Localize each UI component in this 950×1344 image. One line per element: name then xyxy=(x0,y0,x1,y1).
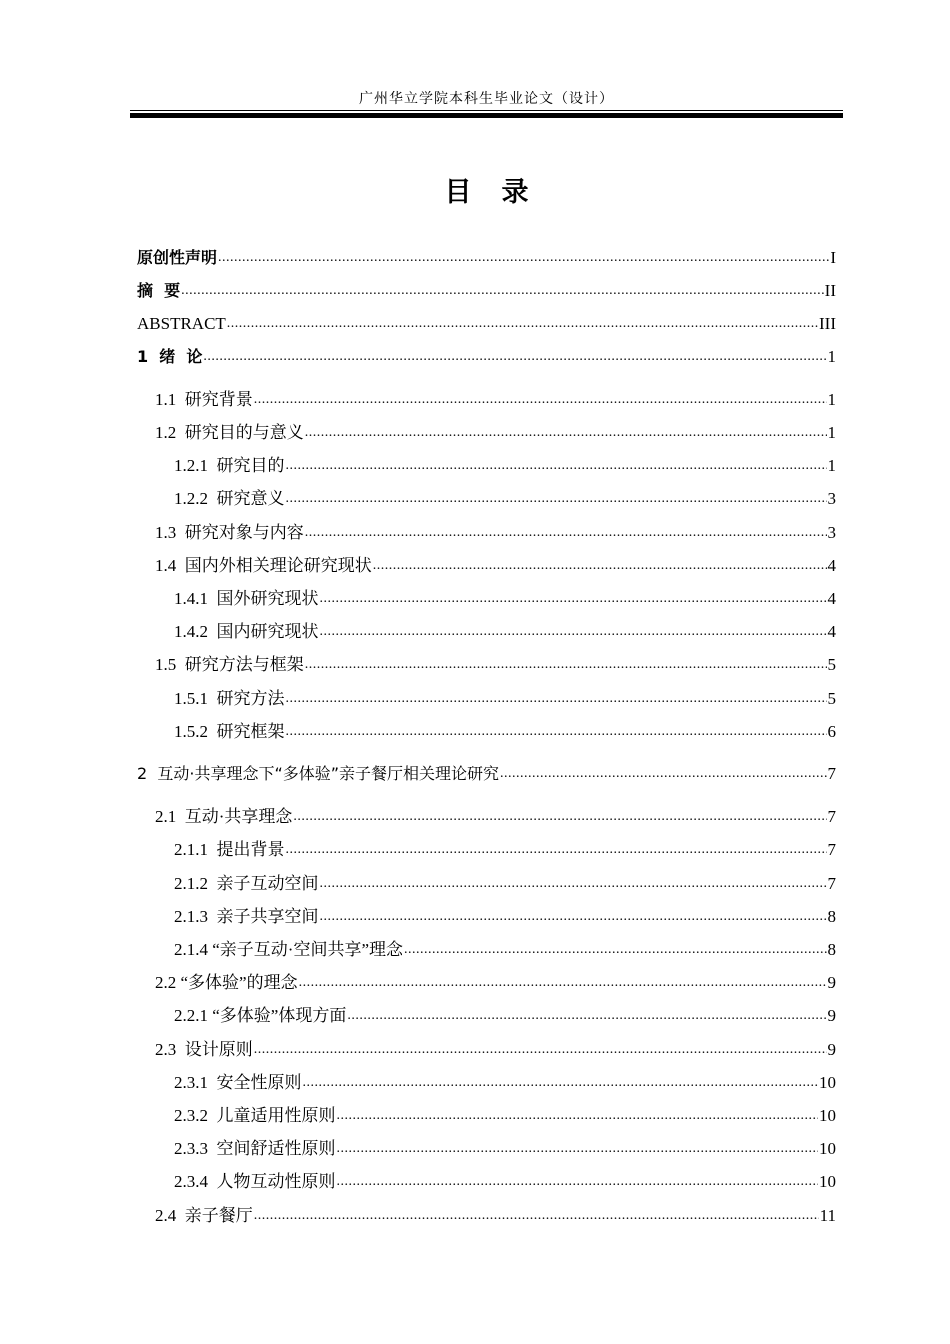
toc-entry-label: 2.3.3 空间舒适性原则 xyxy=(174,1139,336,1158)
toc-leader-dots xyxy=(500,764,826,784)
toc-entry-label: 2.3.4 人物互动性原则 xyxy=(174,1172,336,1191)
toc-entry-2-1-4[interactable] xyxy=(174,936,836,960)
toc-leader-dots xyxy=(320,874,827,894)
toc-leader-dots xyxy=(254,390,827,410)
toc-entry-page: 6 xyxy=(827,722,836,741)
toc-entry-2-4[interactable] xyxy=(155,1202,836,1226)
toc-entry-label: 2.1.4 “亲子互动·空间共享”理念 xyxy=(174,940,404,959)
toc-entry-page: 1 xyxy=(827,390,836,409)
toc-entry-label: 2.2 “多体验”的理念 xyxy=(155,973,298,992)
toc-entry-1-5[interactable] xyxy=(155,651,836,675)
toc-entry-1-2-2[interactable] xyxy=(174,485,836,509)
toc-entry-label: 1.3 研究对象与内容 xyxy=(155,523,304,542)
toc-leader-dots xyxy=(254,1206,819,1226)
toc-entry-page: 7 xyxy=(827,840,836,859)
toc-entry-label: 2.3.1 安全性原则 xyxy=(174,1073,302,1092)
toc-leader-dots xyxy=(303,1073,819,1093)
toc-entry-page: 4 xyxy=(827,556,836,575)
toc-entry-label: 2.2.1 “多体验”体现方面 xyxy=(174,1006,347,1025)
toc-leader-dots xyxy=(305,523,827,543)
toc-entry-ch2[interactable] xyxy=(137,760,836,784)
toc-leader-dots xyxy=(320,622,827,642)
toc-entry-page: 7 xyxy=(827,807,836,826)
toc-entry-page: 1 xyxy=(827,456,836,475)
toc-entry-page: 11 xyxy=(819,1206,836,1225)
toc-entry-page: III xyxy=(819,314,836,333)
toc-entry-2-1-3[interactable] xyxy=(174,903,836,927)
toc-entry-1-2[interactable] xyxy=(155,419,836,443)
toc-entry-1-3[interactable] xyxy=(155,519,836,543)
toc-title: 目录 xyxy=(444,177,559,208)
toc-leader-dots xyxy=(404,940,826,960)
toc-entry-label: 2.4 亲子餐厅 xyxy=(155,1206,253,1225)
toc-leader-dots xyxy=(254,1040,827,1060)
toc-leader-dots xyxy=(286,722,827,742)
toc-leader-dots xyxy=(203,347,826,367)
page-header: 广州华立学院本科生毕业论文（设计） xyxy=(359,92,614,107)
toc-leader-dots xyxy=(299,973,827,993)
toc-entry-1-4-2[interactable] xyxy=(174,618,836,642)
toc-entry-page: 10 xyxy=(819,1106,836,1125)
toc-leader-dots xyxy=(286,689,827,709)
toc-entry-originality[interactable] xyxy=(137,244,836,268)
toc-entry-2-1[interactable] xyxy=(155,803,836,827)
toc-entry-page: I xyxy=(830,248,836,267)
toc-entry-2-2[interactable] xyxy=(155,969,836,993)
toc-entry-page: 10 xyxy=(819,1139,836,1158)
toc-entry-2-3[interactable] xyxy=(155,1036,836,1060)
toc-entry-2-3-1[interactable] xyxy=(174,1069,836,1093)
toc-leader-dots xyxy=(181,281,824,301)
toc-entry-1-1[interactable] xyxy=(155,386,836,410)
toc-entry-label: 2.1.2 亲子互动空间 xyxy=(174,874,319,893)
toc-leader-dots xyxy=(320,589,827,609)
toc-entry-label: 1.4.2 国内研究现状 xyxy=(174,622,319,641)
toc-entry-label: 1.2.2 研究意义 xyxy=(174,489,285,508)
toc-leader-dots xyxy=(286,456,827,476)
toc-leader-dots xyxy=(337,1106,819,1126)
toc-leader-dots xyxy=(305,423,827,443)
toc-entry-page: 10 xyxy=(819,1172,836,1191)
toc-entry-2-3-4[interactable] xyxy=(174,1168,836,1192)
toc-leader-dots xyxy=(337,1172,819,1192)
toc-entry-label: 原创性声明 xyxy=(137,248,218,267)
toc-entry-1-5-1[interactable] xyxy=(174,685,836,709)
toc-leader-dots xyxy=(286,840,827,860)
toc-entry-label: 2.1.3 亲子共享空间 xyxy=(174,907,319,926)
toc-entry-label: 1.2 研究目的与意义 xyxy=(155,423,304,442)
toc-entry-1-4[interactable] xyxy=(155,552,836,576)
toc-entry-page: 4 xyxy=(827,589,836,608)
toc-entry-label: 2.3 设计原则 xyxy=(155,1040,253,1059)
toc-entry-page: 3 xyxy=(827,489,836,508)
toc-leader-dots xyxy=(373,556,827,576)
toc-entry-label: 1 绪 论 xyxy=(137,347,203,366)
toc-entry-2-2-1[interactable] xyxy=(174,1002,836,1026)
toc-entry-page: 3 xyxy=(827,523,836,542)
toc-leader-dots xyxy=(320,907,827,927)
toc-entry-page: 4 xyxy=(827,622,836,641)
toc-entry-page: 9 xyxy=(827,1040,836,1059)
toc-entry-page: 1 xyxy=(827,423,836,442)
toc-leader-dots xyxy=(218,248,829,268)
toc-entry-label: 2.1.1 提出背景 xyxy=(174,840,285,859)
toc-entry-label: ABSTRACT xyxy=(137,314,226,333)
toc-leader-dots xyxy=(293,807,826,827)
toc-entry-page: II xyxy=(824,281,836,300)
toc-leader-dots xyxy=(286,489,827,509)
toc-entry-label: 1.5.1 研究方法 xyxy=(174,689,285,708)
toc-entry-1-2-1[interactable] xyxy=(174,452,836,476)
toc-entry-abstract-cn[interactable] xyxy=(137,277,836,301)
toc-entry-page: 7 xyxy=(827,874,836,893)
toc-entry-label: 1.2.1 研究目的 xyxy=(174,456,285,475)
toc-entry-page: 5 xyxy=(827,655,836,674)
toc-entry-2-3-3[interactable] xyxy=(174,1135,836,1159)
toc-entry-1-4-1[interactable] xyxy=(174,585,836,609)
toc-entry-page: 7 xyxy=(827,764,836,783)
toc-entry-label: 摘 要 xyxy=(137,281,181,300)
toc-entry-page: 9 xyxy=(827,973,836,992)
toc-entry-label: 1.4 国内外相关理论研究现状 xyxy=(155,556,372,575)
toc-entry-2-3-2[interactable] xyxy=(174,1102,836,1126)
toc-entry-page: 8 xyxy=(827,940,836,959)
toc-entry-label: 1.4.1 国外研究现状 xyxy=(174,589,319,608)
toc-entry-label: 2.1 互动·共享理念 xyxy=(155,807,293,826)
toc-entry-label: 2 互动·共享理念下“多体验”亲子餐厅相关理论研究 xyxy=(137,764,500,783)
toc-entry-2-1-2[interactable] xyxy=(174,870,836,894)
toc-entry-page: 9 xyxy=(827,1006,836,1025)
toc-entry-1-5-2[interactable] xyxy=(174,718,836,742)
toc-entry-2-1-1[interactable] xyxy=(174,836,836,860)
toc-entry-label: 1.5.2 研究框架 xyxy=(174,722,285,741)
toc-entry-ch1[interactable] xyxy=(137,343,836,367)
toc-entry-page: 8 xyxy=(827,907,836,926)
toc-entry-page: 5 xyxy=(827,689,836,708)
toc-entry-abstract-en[interactable] xyxy=(137,310,836,334)
toc-entry-page: 10 xyxy=(819,1073,836,1092)
toc-entry-label: 2.3.2 儿童适用性原则 xyxy=(174,1106,336,1125)
toc-leader-dots xyxy=(305,655,827,675)
toc-leader-dots xyxy=(337,1139,819,1159)
toc-entry-page: 1 xyxy=(827,347,836,366)
toc-entry-label: 1.5 研究方法与框架 xyxy=(155,655,304,674)
toc-leader-dots xyxy=(227,314,818,334)
toc-entry-label: 1.1 研究背景 xyxy=(155,390,253,409)
toc-leader-dots xyxy=(347,1006,826,1026)
